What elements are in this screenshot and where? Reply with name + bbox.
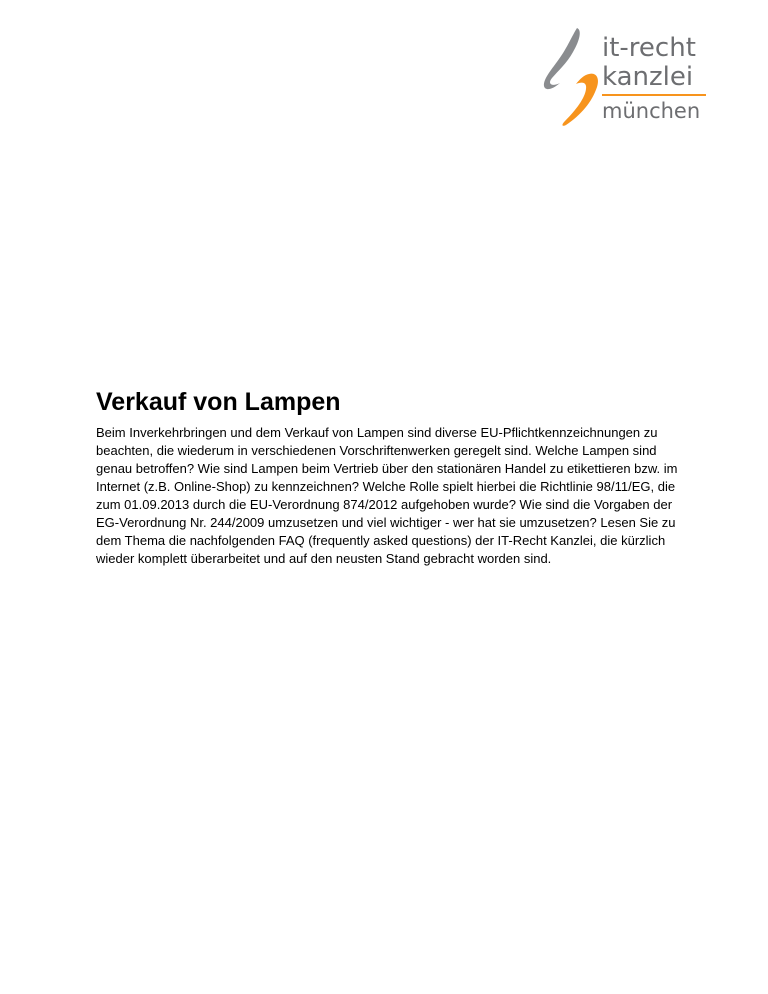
company-logo [540, 26, 720, 128]
document-intro-paragraph: Beim Inverkehrbringen und dem Verkauf von Lampen sind diverse EU-Pflichtkennzeichnungen zu beachten, die wiederum in verschiedenen Vorschriftenwerken geregelt sind. Welche Lampen sind genau betroffen? Wie sind Lampen beim Vertrieb über den stationären Handel zu etikettieren bzw. im Internet (z.B. Online-Shop) zu kennzeichnen? Welche Rolle spielt hierbei die Richtlinie 98/11/EG, die zum 01.09.2013 durch die EU-Verordnung 874/2012 aufgehoben wurde? Wie sind die Vorgaben der EG-Verordnung Nr. 244/2009 umzusetzen und viel wichtiger - wer hat sie umzusetzen? Lesen Sie zu dem Thema die nachfolgenden FAQ (frequently asked questions) der IT-Recht Kanzlei, die kürzlich wieder komplett überarbeitet und auf den neusten Stand gebracht worden sind. [96, 425, 678, 566]
logo-wordmark [602, 34, 706, 124]
logo-line-muenchen: münchen [602, 94, 706, 124]
document-title: Verkauf von Lampen [96, 388, 341, 416]
document-content [96, 386, 686, 568]
logo-line-it-recht: it-recht [602, 33, 696, 63]
logo-line-kanzlei: kanzlei [602, 62, 694, 92]
